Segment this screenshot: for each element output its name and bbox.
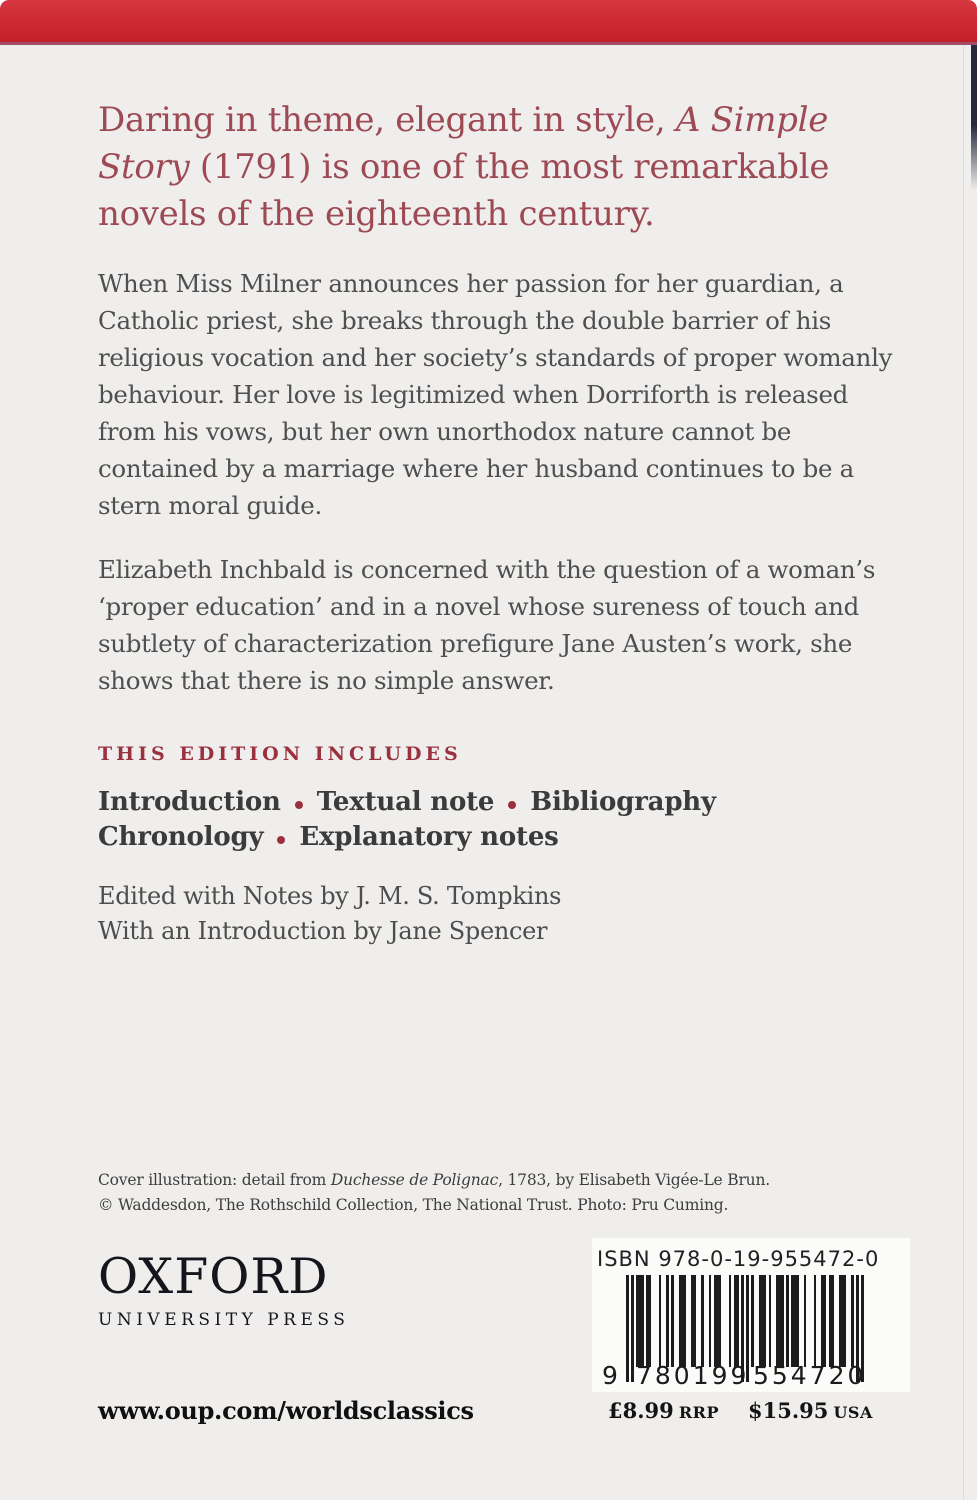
barcode-digits-left: 780199 <box>636 1361 750 1390</box>
publisher-name: OXFORD <box>98 1248 329 1305</box>
introduction-credit: With an Introduction by Jane Spencer <box>98 917 548 945</box>
price-uk-amount: £8.99 <box>608 1398 674 1423</box>
publisher-subtitle: UNIVERSITY PRESS <box>98 1310 350 1330</box>
price-us-amount: $15.95 <box>748 1398 829 1423</box>
illustration-credit-line1: Cover illustration: detail from Duchesse de Polignac, 1783, by Elisabeth Vigée-Le Brun. <box>98 1171 770 1189</box>
edition-item: Bibliography <box>530 787 716 817</box>
blurb-column <box>98 97 898 949</box>
edition-item: Chronology <box>98 822 264 852</box>
price-us <box>748 1398 873 1423</box>
tagline-line3: novels of the eighteenth century. <box>98 194 655 234</box>
book-title-italic: Story <box>98 147 190 187</box>
bullet-icon <box>295 801 303 809</box>
edition-items-line1 <box>98 785 898 820</box>
edition-item: Textual note <box>316 787 495 817</box>
page-edge-line <box>963 45 964 1500</box>
price-us-code: USA <box>833 1403 873 1422</box>
edition-item: Introduction <box>98 787 281 817</box>
tagline-line2: Story (1791) is one of the most remarkable <box>98 147 830 187</box>
synopsis-paragraph: When Miss Milner announces her passion for her guardian, a Catholic priest, she breaks through the double barrier of his religious vocation and her society’s standards of proper womanly behaviour. Her love is legitimized when Dorriforth is released from his vows, but her own unorthodox nature cannot be contained by a marriage where her husband continues to be a stern moral guide. <box>98 269 893 520</box>
publisher-url: www.oup.com/worldsclassics <box>98 1396 474 1425</box>
tagline-line1: Daring in theme, elegant in style, A Simple <box>98 100 829 140</box>
barcode <box>602 1275 867 1393</box>
isbn-label: ISBN 978-0-19-955472-0 <box>597 1247 880 1271</box>
tagline <box>98 97 898 238</box>
book-title-italic: A Simple <box>675 100 829 140</box>
illustration-credit-line2: © Waddesdon, The Rothschild Collection, The National Trust. Photo: Pru Cuming. <box>98 1196 729 1214</box>
bullet-icon <box>508 801 516 809</box>
edition-item: Explanatory notes <box>299 822 559 852</box>
barcode-digits-right: 554720 <box>753 1361 867 1390</box>
edition-items-line2 <box>98 820 898 855</box>
publisher-logo <box>98 1248 350 1330</box>
illustration-credit <box>98 1168 818 1218</box>
edition-contents <box>98 743 898 855</box>
top-red-band <box>0 0 977 45</box>
bullet-icon <box>277 836 285 844</box>
barcode-digit-first: 9 <box>602 1361 618 1390</box>
barcode-digits <box>602 1361 867 1391</box>
editor-credit: Edited with Notes by J. M. S. Tompkins <box>98 882 562 910</box>
critical-paragraph: Elizabeth Inchbald is concerned with the question of a woman’s ‘proper education’ and in a novel whose sureness of touch and subtlety of characterization prefigure Jane Austen’s work, she shows that there is no simple answer. <box>98 555 876 695</box>
artwork-title-italic: Duchesse de Polignac <box>330 1171 499 1189</box>
isbn-panel <box>592 1238 910 1392</box>
edition-heading: THIS EDITION INCLUDES <box>98 743 462 765</box>
book-edge-shadow <box>971 45 977 190</box>
price-uk <box>608 1398 719 1423</box>
price-uk-code: RRP <box>678 1403 719 1422</box>
